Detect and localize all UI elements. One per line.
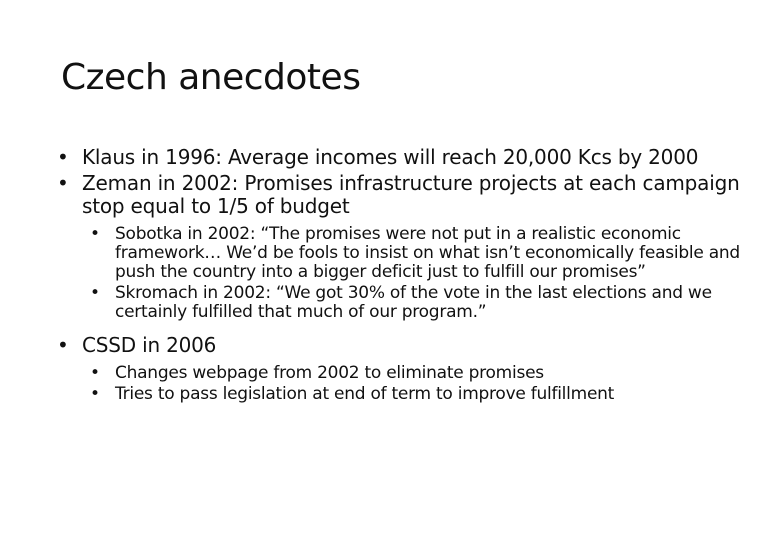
- bullet-text: Zeman in 2002: Promises infrastructure projects at each campaign stop equal to 1/5 of budget: [82, 171, 740, 218]
- sub-bullet-text: Changes webpage from 2002 to eliminate promises: [115, 363, 544, 383]
- sub-bullet-skromach: [88, 284, 755, 322]
- sub-bullet-point: •: [90, 224, 100, 244]
- bullet-zeman-2002: [55, 172, 755, 218]
- sub-bullet-list: [88, 225, 755, 322]
- sub-bullet-webpage: [88, 364, 755, 383]
- bullet-point: •: [57, 145, 69, 169]
- slide-title: Czech anecdotes: [61, 57, 361, 98]
- bullet-klaus-1996: [55, 146, 755, 169]
- bullet-point: •: [57, 333, 69, 357]
- sub-bullet-point: •: [90, 283, 100, 303]
- bullet-text: CSSD in 2006: [82, 333, 217, 357]
- sub-bullet-list: [88, 364, 755, 404]
- sub-bullet-text: Tries to pass legislation at end of term to improve fulfillment: [115, 384, 615, 404]
- sub-bullet-text: Skromach in 2002: “We got 30% of the vote in the last elections and we certainly fulfilled that much of our program.”: [115, 283, 712, 322]
- sub-bullet-point: •: [90, 384, 100, 404]
- sub-bullet-legislation: [88, 385, 755, 404]
- bullet-cssd-2006: [55, 334, 755, 357]
- slide-content: [55, 146, 755, 416]
- bullet-point: •: [57, 171, 69, 195]
- bullet-text: Klaus in 1996: Average incomes will reach 20,000 Kcs by 2000: [82, 145, 699, 169]
- sub-bullet-point: •: [90, 363, 100, 383]
- sub-bullet-text: Sobotka in 2002: “The promises were not put in a realistic economic framework… We’d be fools to insist on what isn’t economically feasible and push the country into a bigger deficit just to fulfill our promises”: [115, 224, 740, 282]
- sub-bullet-sobotka: [88, 225, 755, 282]
